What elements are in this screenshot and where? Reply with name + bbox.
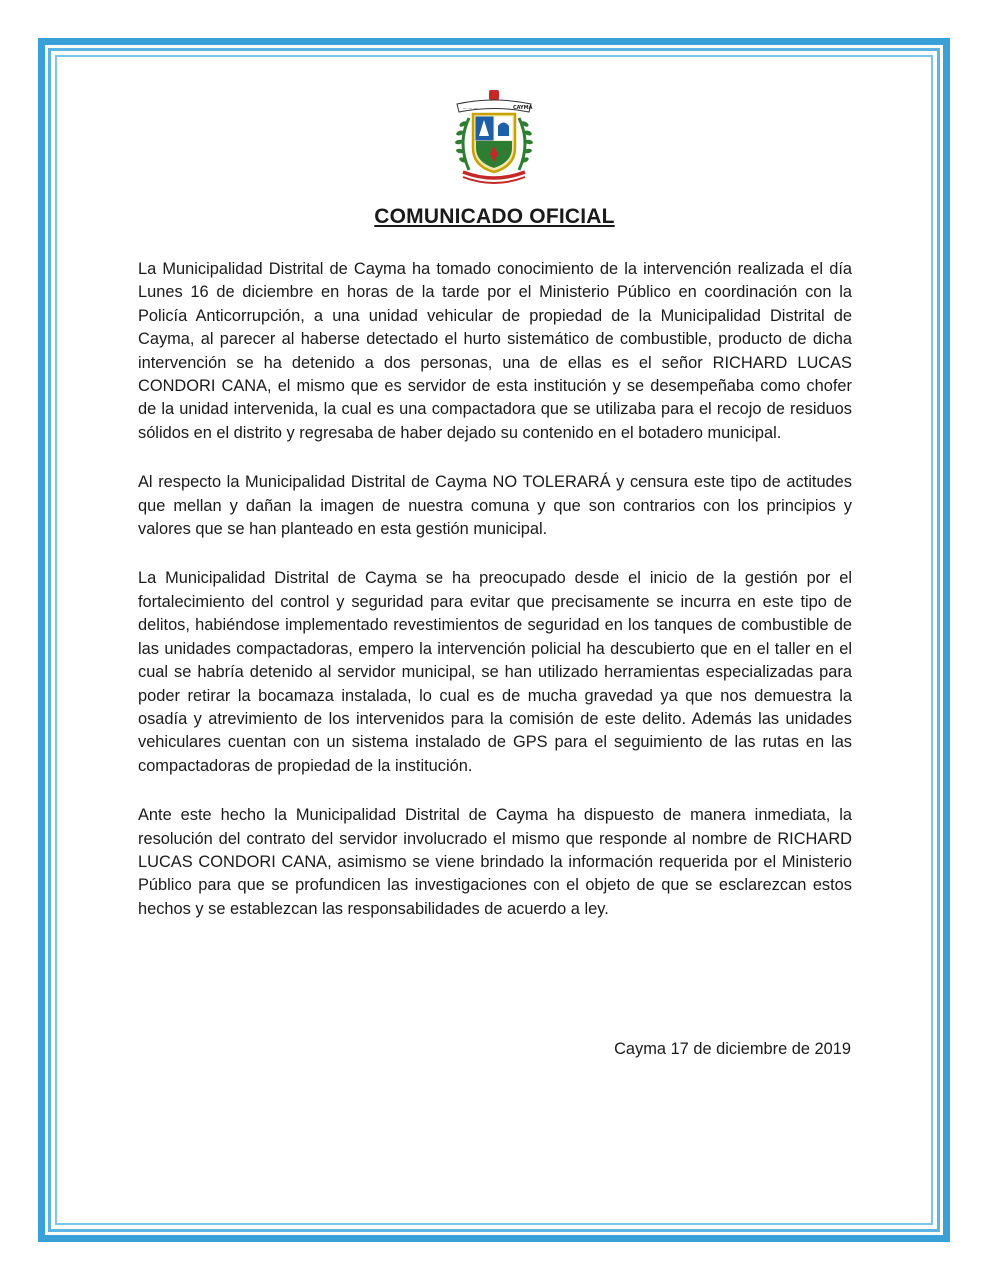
paragraph-intervention: La Municipalidad Distrital de Cayma ha tomado conocimiento de la intervención realizada el día Lunes 16 de diciembre en horas de la tarde por el Ministerio Público en coordinación con la Policía Anticorrupción, a una unidad vehicular de propiedad de la Municipalidad Distrital de Cayma, al parecer al haberse detectado el hurto sistemático de combustible, producto de dicha intervención se ha detenido a dos personas, una de ellas es el señor RICHARD LUCAS CONDORI CANA, el mismo que es servidor de esta institución y se desempeñaba como chofer de la unidad intervenida, la cual es una compactadora que se utilizaba para el recojo de residuos sólidos en el distrito y regresaba de haber dejado su contenido en el botadero municipal. <box>138 260 852 442</box>
document-title: COMUNICADO OFICIAL <box>374 205 615 228</box>
paragraph-contract-resolution: Ante este hecho la Municipalidad Distrital de Cayma ha dispuesto de manera inmediata, la resolución del contrato del servidor involucrado el mismo que responde al nombre de RICHARD LUCAS CONDORI CANA, asimismo se viene brindado la información requerida por el Ministerio Público para que se profundicen las investigaciones con el objeto de que se esclarezcan estos hechos y se establezcan las responsabilidades de acuerdo a ley. <box>138 806 852 918</box>
logo-banner-text: CAYMA <box>513 105 533 111</box>
document-body <box>138 258 852 921</box>
paragraph-no-tolerance: Al respecto la Municipalidad Distrital de Cayma NO TOLERARÁ y censura este tipo de actitudes que mellan y dañan la imagen de nuestra comuna y que son contrarios con los principios y valores que se han planteado en esta gestión municipal. <box>138 473 852 539</box>
svg-text:— — —: — — — <box>463 105 478 111</box>
cayma-coat-of-arms-icon <box>449 88 539 186</box>
paragraph-security-measures: La Municipalidad Distrital de Cayma se ha preocupado desde el inicio de la gestión por el fortalecimiento del control y seguridad para evitar que precisamente se incurra en este tipo de delitos, habiéndose implementado revestimientos de seguridad en los tanques de combustible de las unidades compactadoras, empero la intervención policial ha descubierto que en el taller en el cual se habría detenido al servidor municipal, se han utilizado herramientas especializadas para poder retirar la bocamaza instalada, lo cual es de mucha gravedad ya que nos demuestra la osadía y atrevimiento de los intervenidos para la comisión de este delito. Además las unidades vehiculares cuentan con un sistema instalado de GPS para el seguimiento de las rutas en las compactadoras de propiedad de la institución. <box>138 569 852 775</box>
signature-date: Cayma 17 de diciembre de 2019 <box>614 1040 851 1058</box>
